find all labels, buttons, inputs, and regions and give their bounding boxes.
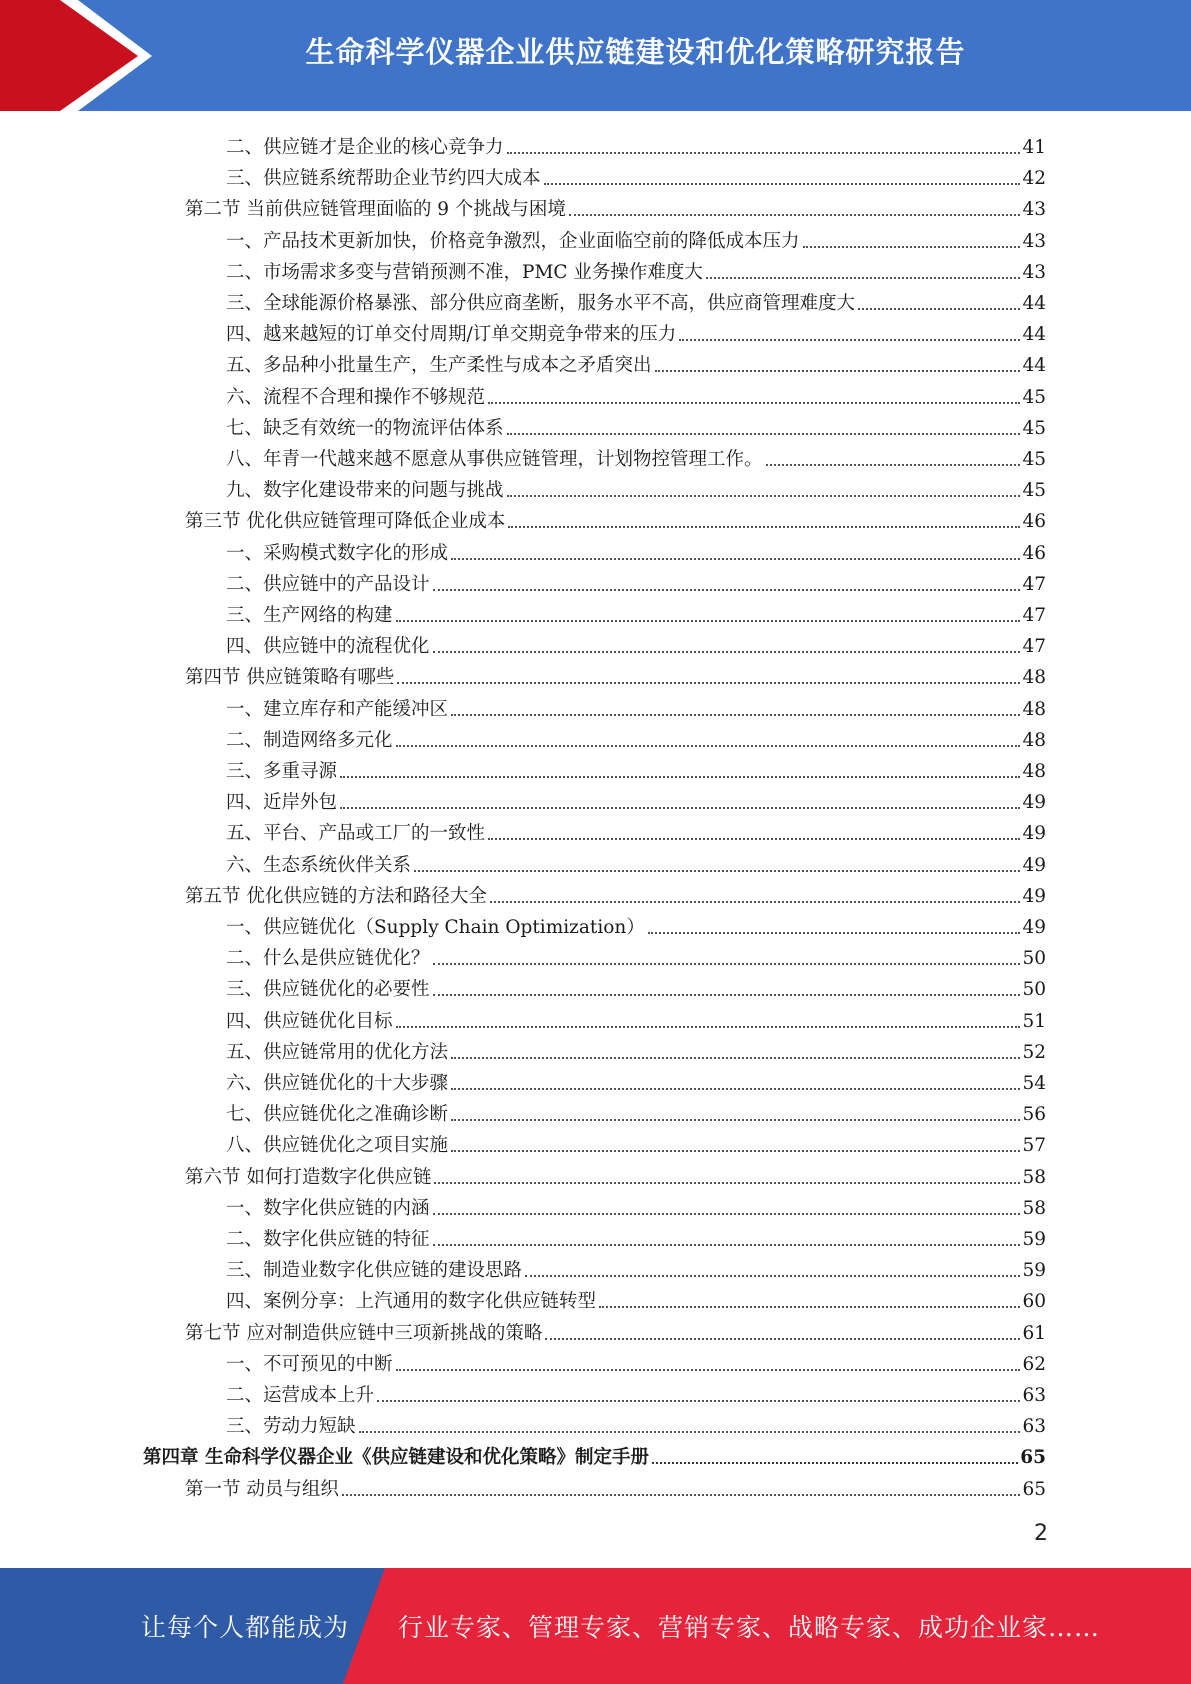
toc-leader-dots [451, 1118, 1020, 1121]
toc-entry-title: 一、产品技术更新加快，价格竞争激烈，企业面临空前的降低成本压力 [226, 230, 800, 252]
toc-entry-page: 62 [1022, 1353, 1046, 1375]
toc-leader-dots [569, 213, 1021, 216]
toc-entry[interactable] [226, 1189, 1046, 1220]
toc-entry[interactable] [226, 814, 1046, 845]
toc-entry-title: 三、多重寻源 [226, 761, 338, 782]
toc-leader-dots [396, 744, 1021, 747]
footer-slogan-right: 行业专家、管理专家、营销专家、战略专家、成功企业家…… [398, 1613, 1101, 1642]
toc-entry[interactable] [226, 627, 1046, 658]
toc-entry-title: 四、近岸外包 [226, 792, 338, 814]
toc-entry-title: 六、流程不合理和操作不够规范 [226, 386, 486, 408]
toc-entry-page: 49 [1022, 917, 1046, 938]
toc-entry-page: 54 [1022, 1073, 1046, 1094]
toc-entry-page: 60 [1022, 1291, 1046, 1313]
toc-entry-title: 第四节 供应链策略有哪些 [185, 667, 395, 689]
toc-entry[interactable] [226, 222, 1046, 253]
toc-leader-dots [433, 1243, 1021, 1246]
toc-entry-title: 第六节 如何打造数字化供应链 [185, 1166, 432, 1188]
toc-entry-page: 43 [1022, 261, 1046, 283]
toc-entry-page: 65 [1022, 1478, 1046, 1500]
toc-entry[interactable] [185, 877, 1046, 908]
toc-entry-page: 43 [1022, 230, 1046, 252]
toc-entry-title: 五、多品种小批量生产，生产柔性与成本之矛盾突出 [226, 355, 652, 377]
toc-leader-dots [433, 650, 1021, 653]
toc-entry[interactable] [226, 1002, 1046, 1033]
toc-entry-page: 57 [1022, 1135, 1046, 1157]
toc-leader-dots [433, 588, 1021, 591]
toc-leader-dots [507, 151, 1021, 154]
toc-entry-title: 二、数字化供应链的特征 [226, 1229, 430, 1250]
toc-entry-page: 65 [1020, 1447, 1046, 1469]
toc-entry-page: 49 [1022, 792, 1046, 814]
toc-entry[interactable] [226, 970, 1046, 1001]
toc-entry[interactable] [185, 1158, 1046, 1189]
toc-entry-page: 59 [1022, 1229, 1046, 1250]
toc-entry[interactable] [226, 1345, 1046, 1376]
toc-entry[interactable] [185, 502, 1046, 533]
toc-entry[interactable] [226, 1126, 1046, 1157]
toc-entry-title: 一、不可预见的中断 [226, 1353, 393, 1375]
toc-leader-dots [397, 681, 1020, 684]
toc-entry[interactable] [226, 471, 1046, 502]
toc-leader-dots [396, 1025, 1021, 1028]
toc-entry-page: 49 [1022, 854, 1046, 876]
toc-leader-dots [377, 1399, 1020, 1402]
toc-entry-title: 二、供应链中的产品设计 [226, 573, 430, 595]
toc-entry-page: 48 [1022, 729, 1046, 751]
toc-entry-page: 44 [1022, 293, 1046, 314]
toc-entry-title: 三、制造业数字化供应链的建设思路 [226, 1260, 523, 1282]
toc-leader-dots [451, 557, 1020, 560]
toc-leader-dots [434, 1181, 1020, 1184]
toc-entry-title: 四、越来越短的订单交付周期/订单交期竞争带来的压力 [226, 324, 677, 346]
toc-entry-page: 49 [1022, 885, 1046, 907]
toc-leader-dots [679, 338, 1020, 341]
toc-leader-dots [706, 276, 1021, 279]
toc-leader-dots [507, 494, 1021, 497]
toc-entry-page: 58 [1022, 1166, 1046, 1188]
toc-entry-title: 第七节 应对制造供应链中三项新挑战的策略 [185, 1322, 543, 1344]
toc-entry-page: 51 [1022, 1010, 1046, 1032]
toc-entry[interactable] [226, 1282, 1046, 1313]
toc-entry-title: 四、供应链优化目标 [226, 1010, 393, 1032]
toc-entry-title: 第五节 优化供应链的方法和路径大全 [185, 885, 487, 907]
toc-entry-title: 一、建立库存和产能缓冲区 [226, 698, 449, 720]
toc-entry-title: 第二节 当前供应链管理面临的 9 个挑战与困境 [185, 199, 566, 221]
toc-entry[interactable] [185, 1314, 1046, 1345]
toc-entry-title: 一、供应链优化（Supply Chain Optimization） [226, 917, 645, 938]
toc-entry-title: 三、供应链优化的必要性 [226, 979, 430, 1001]
toc-entry-page: 47 [1022, 636, 1046, 658]
toc-entry[interactable] [226, 721, 1046, 752]
toc-entry-title: 一、数字化供应链的内涵 [226, 1197, 430, 1219]
toc-entry[interactable] [185, 658, 1046, 689]
toc-entry[interactable] [226, 846, 1046, 877]
toc-leader-dots [433, 993, 1021, 996]
toc-leader-dots [396, 1368, 1021, 1371]
toc-entry[interactable] [226, 565, 1046, 596]
toc-entry-page: 43 [1022, 199, 1046, 221]
toc-entry[interactable] [226, 159, 1046, 190]
toc-entry[interactable] [226, 253, 1046, 284]
toc-leader-dots [648, 931, 1021, 934]
toc-leader-dots [396, 619, 1021, 622]
toc-leader-dots [359, 1430, 1021, 1433]
toc-entry-page: 44 [1022, 355, 1046, 377]
toc-leader-dots [451, 713, 1020, 716]
toc-entry[interactable] [185, 190, 1046, 221]
toc-entry[interactable] [226, 1033, 1046, 1064]
toc-entry-page: 46 [1022, 511, 1046, 533]
toc-entry[interactable] [226, 128, 1046, 159]
toc-entry-title: 八、年青一代越来越不愿意从事供应链管理，计划物控管理工作。 [226, 449, 763, 470]
toc-leader-dots [544, 182, 1021, 185]
toc-entry[interactable] [226, 1064, 1046, 1095]
toc-leader-dots [340, 775, 1020, 778]
toc-leader-dots [545, 1337, 1020, 1340]
toc-entry[interactable] [226, 378, 1046, 409]
toc-entry-title: 二、运营成本上升 [226, 1385, 375, 1406]
toc-entry[interactable] [143, 1438, 1046, 1469]
toc-leader-dots [507, 432, 1021, 435]
toc-entry-title: 三、生产网络的构建 [226, 605, 393, 626]
toc-leader-dots [342, 1493, 1021, 1496]
toc-entry-page: 45 [1022, 480, 1046, 502]
toc-entry-page: 42 [1022, 168, 1046, 190]
toc-entry-title: 五、供应链常用的优化方法 [226, 1041, 449, 1063]
toc-entry-title: 七、缺乏有效统一的物流评估体系 [226, 417, 504, 439]
toc-entry-page: 45 [1022, 449, 1046, 470]
page-header [0, 0, 1191, 111]
toc-entry[interactable] [226, 783, 1046, 814]
toc-entry-page: 46 [1022, 542, 1046, 564]
toc-leader-dots [655, 369, 1021, 372]
toc-entry-title: 第三节 优化供应链管理可降低企业成本 [185, 511, 506, 533]
toc-entry-title: 四、供应链中的流程优化 [226, 636, 430, 658]
toc-entry-page: 52 [1022, 1041, 1046, 1063]
toc-leader-dots [508, 525, 1020, 528]
toc-leader-dots [599, 1305, 1020, 1308]
page-number: 2 [1034, 1521, 1048, 1546]
toc-entry[interactable] [226, 440, 1046, 471]
toc-entry-title: 四、案例分享：上汽通用的数字化供应链转型 [226, 1291, 597, 1313]
page-footer [0, 1568, 1191, 1684]
toc-entry-page: 49 [1022, 823, 1046, 845]
toc-entry-page: 48 [1022, 761, 1046, 782]
toc-leader-dots [803, 245, 1021, 248]
toc-entry[interactable] [226, 346, 1046, 377]
toc-entry-title: 二、市场需求多变与营销预测不准，PMC 业务操作难度大 [226, 261, 703, 283]
toc-entry-page: 45 [1022, 417, 1046, 439]
toc-entry[interactable] [226, 752, 1046, 783]
toc-entry-page: 41 [1022, 137, 1046, 158]
toc-entry-title: 六、生态系统伙伴关系 [226, 854, 412, 876]
toc-entry-title: 三、供应链系统帮助企业节约四大成本 [226, 168, 541, 190]
toc-entry[interactable] [226, 1376, 1046, 1407]
toc-entry[interactable] [226, 315, 1046, 346]
toc-leader-dots [652, 1461, 1018, 1464]
toc-leader-dots [488, 401, 1020, 404]
toc-leader-dots [414, 869, 1020, 872]
toc-leader-dots [488, 837, 1020, 840]
toc-entry-page: 50 [1022, 948, 1046, 970]
toc-entry-page: 56 [1022, 1104, 1046, 1126]
toc-leader-dots [490, 900, 1021, 903]
toc-entry-title: 三、劳动力短缺 [226, 1416, 356, 1438]
toc-entry-page: 44 [1022, 324, 1046, 346]
toc-entry-title: 第四章 生命科学仪器企业《供应链建设和优化策略》制定手册 [143, 1447, 649, 1469]
toc-entry-page: 45 [1022, 386, 1046, 408]
toc-entry-title: 八、供应链优化之项目实施 [226, 1135, 449, 1157]
toc-entry-page: 47 [1022, 573, 1046, 595]
toc-entry[interactable] [226, 908, 1046, 939]
toc-leader-dots [858, 307, 1020, 310]
toc-leader-dots [451, 1056, 1020, 1059]
toc-leader-dots [340, 806, 1020, 809]
toc-leader-dots [433, 1212, 1021, 1215]
toc-entry-title: 三、全球能源价格暴涨、部分供应商垄断，服务水平不高，供应商管理难度大 [226, 293, 856, 314]
toc-entry[interactable] [226, 1407, 1046, 1438]
toc-entry-page: 58 [1022, 1197, 1046, 1219]
toc-entry-page: 48 [1022, 698, 1046, 720]
toc-entry-page: 48 [1022, 667, 1046, 689]
toc-entry-title: 一、采购模式数字化的形成 [226, 542, 449, 564]
toc-entry-title: 二、什么是供应链优化？ [226, 948, 430, 970]
toc-entry-title: 第一节 动员与组织 [185, 1478, 339, 1500]
toc-entry-title: 九、数字化建设带来的问题与挑战 [226, 480, 504, 502]
toc-entry[interactable] [226, 409, 1046, 440]
toc-leader-dots [766, 463, 1021, 466]
toc-entry-title: 六、供应链优化的十大步骤 [226, 1073, 449, 1094]
toc-leader-dots [451, 1149, 1020, 1152]
toc-leader-dots [433, 962, 1021, 965]
toc-entry-page: 47 [1022, 605, 1046, 626]
toc-entry-page: 59 [1022, 1260, 1046, 1282]
toc-leader-dots [451, 1087, 1020, 1090]
toc-entry[interactable] [226, 939, 1046, 970]
toc-entry-page: 63 [1022, 1385, 1046, 1406]
toc-entry[interactable] [226, 1220, 1046, 1251]
toc-entry-title: 七、供应链优化之准确诊断 [226, 1104, 449, 1126]
footer-slogan-left: 让每个人都能成为 [141, 1613, 350, 1642]
toc-entry-page: 50 [1022, 979, 1046, 1001]
toc-entry[interactable] [226, 1251, 1046, 1282]
toc-entry-title: 二、供应链才是企业的核心竞争力 [226, 137, 504, 158]
report-title: 生命科学仪器企业供应链建设和优化策略研究报告 [305, 34, 966, 69]
toc-entry[interactable] [226, 1095, 1046, 1126]
toc-entry-title: 五、平台、产品或工厂的一致性 [226, 823, 486, 845]
toc-entry-page: 63 [1022, 1416, 1046, 1438]
toc-entry[interactable] [226, 596, 1046, 627]
toc-entry[interactable] [226, 534, 1046, 565]
toc-leader-dots [525, 1274, 1020, 1277]
toc-entry[interactable] [226, 284, 1046, 315]
toc-entry[interactable] [185, 1470, 1046, 1501]
toc-entry-title: 二、制造网络多元化 [226, 729, 393, 751]
toc-entry-page: 61 [1022, 1322, 1046, 1344]
toc-entry[interactable] [226, 690, 1046, 721]
